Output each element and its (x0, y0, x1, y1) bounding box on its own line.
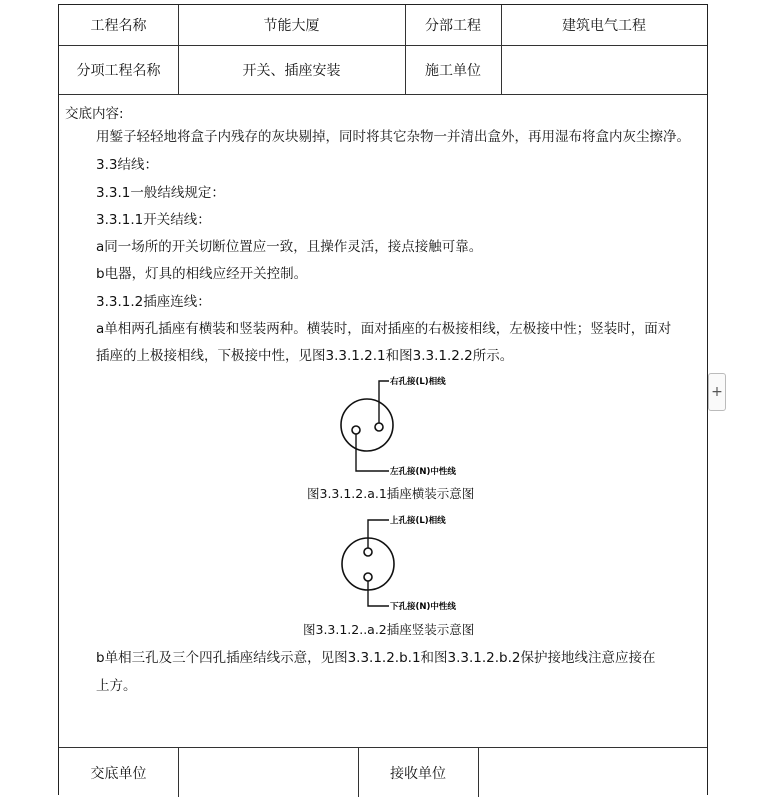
project-name-value: 节能大厦 (263, 18, 320, 34)
figure2-caption: 图3.3.1.2..a.2插座竖装示意图 (303, 622, 475, 637)
neutral-lead-line (368, 581, 389, 606)
figure1-caption: 图3.3.1.2.a.1插座横装示意图 (307, 486, 475, 501)
handover-unit-label: 交底单位 (90, 766, 147, 782)
lower-hole (364, 573, 372, 581)
socket-outline (341, 399, 393, 451)
left-hole (352, 426, 360, 434)
col-divider (478, 747, 479, 797)
paragraph: a单相两孔插座有横装和竖装两种。横装时，面对插座的右极接相线，左极接中性；竖装时，面对 (96, 321, 672, 337)
row-divider (59, 747, 707, 748)
fig2-top-label: 上孔接(L)相线 (390, 516, 446, 526)
upper-hole (364, 548, 372, 556)
right-hole (375, 423, 383, 431)
subitem-value: 开关、插座安装 (242, 62, 341, 79)
fig1-top-label: 右孔接(L)相线 (390, 377, 446, 387)
fig2-bottom-label: 下孔接(N)中性线 (390, 602, 456, 612)
add-icon[interactable]: + (708, 373, 726, 411)
paragraph: b电器，灯具的相线应经开关控制。 (96, 266, 308, 282)
paragraph: 3.3结线： (96, 157, 158, 173)
horizontal-socket-diagram (329, 371, 489, 481)
paragraph: 3.3.1.1开关结线： (96, 212, 211, 228)
paragraph: a同一场所的开关切断位置应一致，且操作灵活，接点接触可靠。 (96, 239, 483, 255)
paragraph: 上方。 (96, 678, 137, 694)
paragraph: 3.3.1一般结线规定： (96, 185, 225, 201)
vertical-socket-diagram (329, 510, 489, 616)
content-label: 交底内容: (65, 106, 124, 122)
project-name-label: 工程名称 (90, 18, 147, 34)
subitem-label: 分项工程名称 (76, 62, 161, 79)
paragraph: 用錾子轻轻地将盒子内残存的灰块剔掉，同时将其它杂物一并清出盒外，再用湿布将盒内灰尘擦净。 (96, 129, 690, 145)
paragraph: 3.3.1.2插座连线： (96, 294, 211, 310)
receiving-unit-label: 接收单位 (390, 766, 446, 782)
builder-label: 施工单位 (425, 62, 481, 79)
col-divider (178, 747, 179, 797)
builder-value (501, 45, 707, 94)
handover-form (58, 4, 708, 795)
row-divider (59, 94, 707, 95)
neutral-lead-line (356, 434, 389, 471)
paragraph: 插座的上极接相线，下极接中性，见图3.3.1.2.1和图3.3.1.2.2所示。 (96, 348, 514, 364)
fig1-bottom-label: 左孔接(N)中性线 (390, 467, 456, 477)
paragraph: b单相三孔及三个四孔插座结线示意，见图3.3.1.2.b.1和图3.3.1.2.b.2保护接地线注意应接在 (96, 650, 656, 666)
division-label: 分部工程 (425, 18, 481, 34)
division-value: 建筑电气工程 (562, 18, 646, 34)
phase-lead-line (368, 520, 389, 548)
